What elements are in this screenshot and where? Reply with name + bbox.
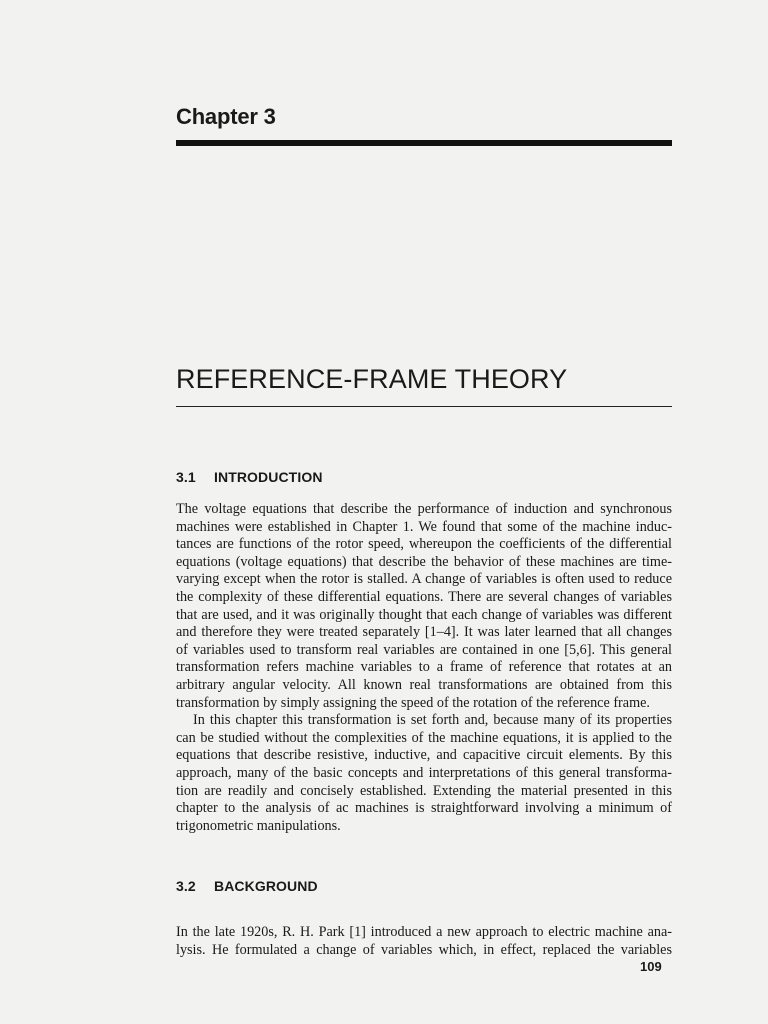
section-heading-background [176, 878, 318, 894]
text-line: and therefore they were treated separately [1–4]. It was later learned that all changes [176, 624, 672, 641]
text-line: approach, many of the basic concepts and interpretations of this general transforma- [176, 764, 672, 781]
introduction-body [176, 501, 672, 835]
chapter-label: Chapter 3 [176, 104, 276, 129]
text-line: trigonometric manipulations. [176, 817, 341, 834]
chapter-rule [176, 140, 672, 146]
section-title: BACKGROUND [214, 878, 318, 894]
background-body [176, 924, 672, 959]
text-line: varying except when the rotor is stalled. A change of variables is often used to reduce [176, 571, 672, 588]
text-line: equations that describe resistive, inductive, and capacitive circuit elements. By this [176, 747, 672, 764]
text-line: arbitrary angular velocity. All known real transformations are obtained from this [176, 676, 672, 693]
section-heading-introduction [176, 469, 323, 485]
text-line: transformation by simply assigning the speed of the rotation of the reference frame. [176, 694, 650, 711]
text-line: lysis. He formulated a change of variables which, in effect, replaced the variables [176, 941, 672, 958]
text-line: of variables used to transform real variables are contained in one [5,6]. This general [176, 641, 672, 658]
chapter-title: REFERENCE-FRAME THEORY [176, 364, 568, 394]
section-number: 3.2 [176, 878, 196, 894]
text-line: that are used, and it was originally thought that each change of variables was different [176, 606, 672, 623]
text-line: The voltage equations that describe the performance of induction and synchronous [176, 501, 672, 517]
text-line: In this chapter this transformation is set forth and, because many of its properties [193, 712, 672, 729]
text-line: transformation refers machine variables to a frame of reference that rotates at an [176, 659, 672, 676]
text-line: tion are readily and concisely established. Extending the material presented in this [176, 782, 672, 799]
text-line: In the late 1920s, R. H. Park [1] introduced a new approach to electric machine ana- [176, 924, 672, 940]
text-line: can be studied without the complexities of the machine equations, it is applied to the [176, 729, 672, 746]
section-number: 3.1 [176, 469, 196, 485]
text-line: chapter to the analysis of ac machines is straightforward involving a minimum of [176, 800, 672, 817]
text-line: the complexity of these differential equations. There are several changes of variables [176, 588, 672, 605]
text-line: tances are functions of the rotor speed, whereupon the coefficients of the differential [176, 536, 672, 553]
section-title: INTRODUCTION [214, 469, 323, 485]
text-line: equations (voltage equations) that describe the behavior of these machines are time- [176, 553, 672, 570]
title-rule [176, 406, 672, 407]
text-line: machines were established in Chapter 1. We found that some of the machine induc- [176, 518, 672, 535]
page-number: 109 [640, 959, 662, 974]
